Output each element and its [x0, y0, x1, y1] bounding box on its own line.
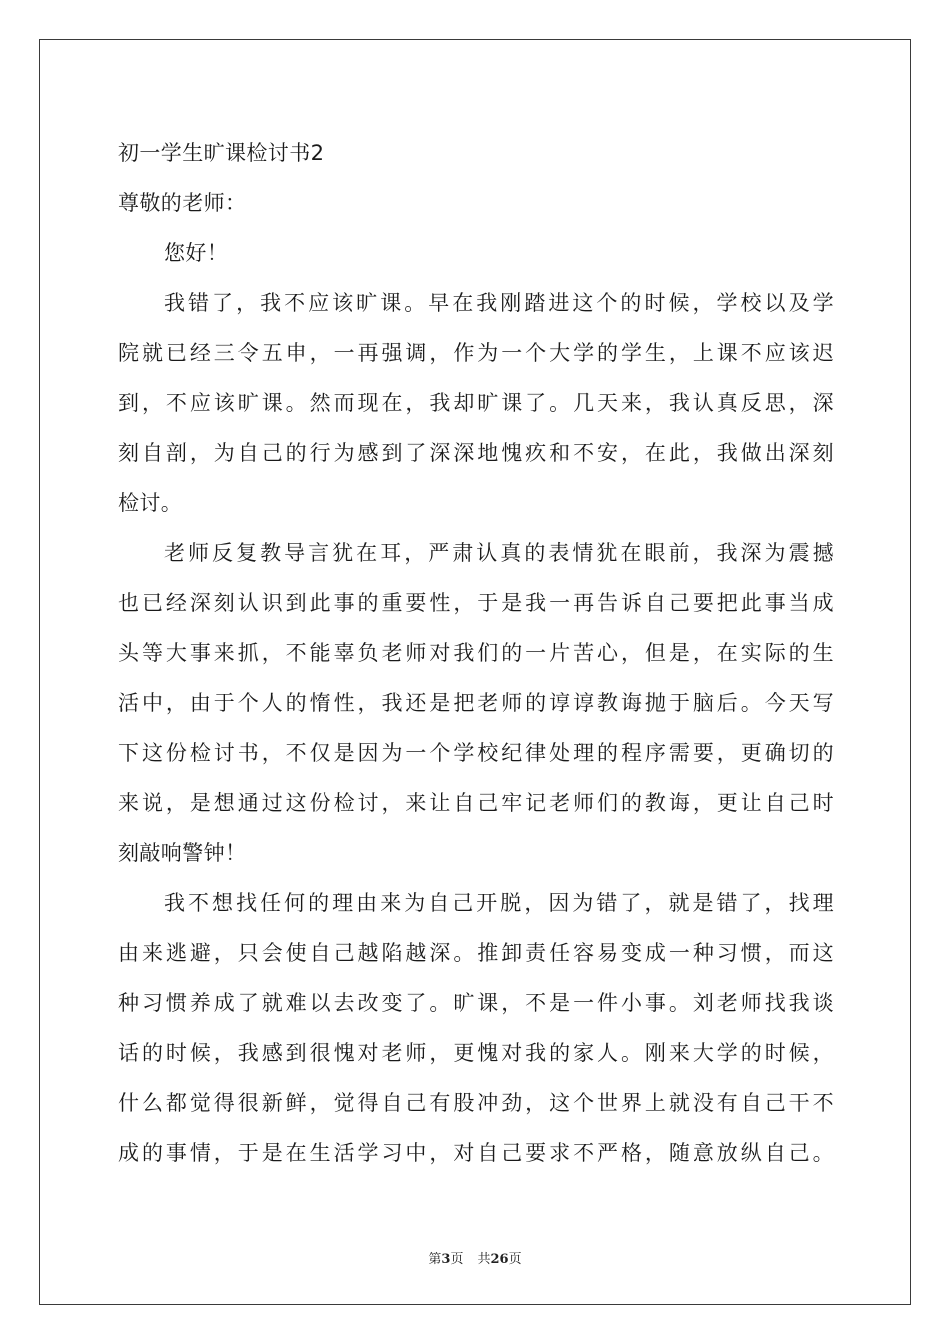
paragraph-line: 刻自剖，为自己的行为感到了深深地愧疚和不安，在此，我做出深刻 — [118, 441, 834, 465]
paragraph-line: 成的事情，于是在生活学习中，对自己要求不严格，随意放纵自己。 — [118, 1141, 834, 1165]
page-prefix: 第 — [428, 1252, 442, 1267]
paragraph-line: 头等大事来抓，不能辜负老师对我们的一片苦心，但是，在实际的生 — [118, 641, 834, 665]
paragraph-3 — [118, 878, 834, 1178]
paragraph-line: 什么都觉得很新鲜，觉得自己有股冲劲，这个世界上就没有自己干不 — [118, 1091, 834, 1115]
greeting: 您好！ — [164, 241, 229, 265]
paragraph-line: 话的时候，我感到很愧对老师，更愧对我的家人。刚来大学的时候， — [118, 1041, 834, 1065]
document-title: 初一学生旷课检讨书2 — [118, 141, 325, 165]
total-prefix: 共 — [477, 1252, 491, 1267]
paragraph-line: 种习惯养成了就难以去改变了。旷课，不是一件小事。刘老师找我谈 — [118, 991, 834, 1015]
paragraph-line: 检讨。 — [118, 491, 183, 515]
total-page-count: 26 — [490, 1252, 509, 1267]
paragraph-line: 也已经深刻认识到此事的重要性，于是我一再告诉自己要把此事当成 — [118, 591, 834, 615]
paragraph-line: 下这份检讨书，不仅是因为一个学校纪律处理的程序需要，更确切的 — [118, 741, 834, 765]
paragraph-line: 我不想找任何的理由来为自己开脱，因为错了，就是错了，找理 — [164, 891, 834, 915]
paragraph-line: 到，不应该旷课。然而现在，我却旷课了。几天来，我认真反思，深 — [118, 391, 834, 415]
total-suffix: 页 — [508, 1252, 522, 1267]
paragraph-line: 老师反复教导言犹在耳，严肃认真的表情犹在眼前，我深为震撼 — [164, 541, 834, 565]
page-suffix: 页 — [450, 1252, 464, 1267]
paragraph-1 — [118, 278, 834, 528]
paragraph-line: 我错了，我不应该旷课。早在我刚踏进这个的时候，学校以及学 — [164, 291, 834, 315]
paragraph-line: 活中，由于个人的惰性，我还是把老师的谆谆教诲抛于脑后。今天写 — [118, 691, 834, 715]
paragraph-line: 来说，是想通过这份检讨，来让自己牢记老师们的教诲，更让自己时 — [118, 791, 834, 815]
paragraph-2 — [118, 528, 834, 878]
salutation: 尊敬的老师： — [118, 191, 247, 215]
paragraph-line: 由来逃避，只会使自己越陷越深。推卸责任容易变成一种习惯，而这 — [118, 941, 834, 965]
page-footer — [0, 1248, 950, 1267]
paragraph-line: 院就已经三令五申，一再强调，作为一个大学的学生，上课不应该迟 — [118, 341, 834, 365]
document-body — [118, 128, 834, 1178]
current-page-number: 3 — [441, 1252, 451, 1267]
paragraph-line: 刻敲响警钟！ — [118, 841, 247, 865]
